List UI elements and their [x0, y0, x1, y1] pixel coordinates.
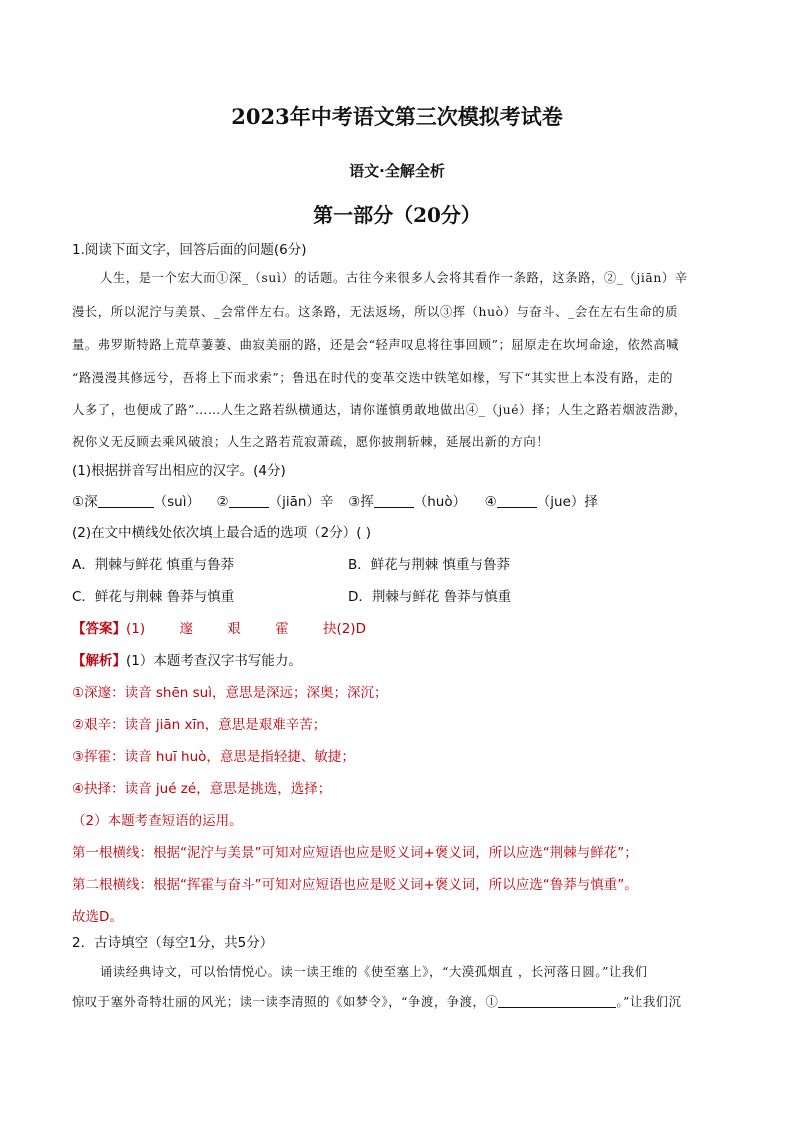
analysis-line-6: （2）本题考查短语的运用。	[72, 813, 243, 829]
option-b[interactable]: B．鲜花与荆棘 慎重与鲁莽	[348, 557, 511, 573]
answer-line	[72, 619, 732, 639]
fill-c-suffix: （huò）	[413, 494, 467, 510]
q1-sub1-prompt: (1)根据拼音写出相应的汉字。(4分)	[72, 463, 286, 479]
q1-fill-row	[72, 492, 732, 512]
analysis-line-2: ①深邃：读音 shēn suì，意思是深远；深奥；深沉；	[72, 685, 388, 701]
answer-label: 【答案】	[72, 621, 126, 637]
q2-line-2-prefix: 惊叹于塞外奇特壮丽的风光；读一读李清照的《如梦令》，“争渡，争渡，①	[72, 995, 499, 1009]
q2-line-2	[72, 992, 732, 1012]
fill-a-prefix: ①深	[72, 494, 98, 510]
analysis-line-8: 第二根横线：根据“挥霍与奋斗”可知对应短语也应是贬义词+褒义词，所以应选“鲁莽与慎重”。	[72, 877, 638, 893]
analysis-line-3: ②艰辛：读音 jiān xīn，意思是艰难辛苦；	[72, 717, 327, 733]
fill-blank-b[interactable]	[229, 493, 269, 508]
option-d[interactable]: D．荆棘与鲜花 鲁莽与慎重	[348, 589, 512, 605]
options-row-2	[72, 587, 732, 607]
q2-line-2-suffix: 。”让我们沉	[616, 995, 682, 1009]
q1-passage-line-2: 漫长，所以泥泞与美景、_会常伴左右。这条路，无法返场，所以③挥（huò）与奋斗、_会在左右生命的质	[72, 305, 679, 319]
fill-a-suffix: （suì）	[153, 494, 200, 510]
fill-blank-a[interactable]	[98, 493, 154, 508]
fill-b-prefix: ②	[216, 494, 229, 510]
option-c[interactable]: C．鲜花与荆棘 鲁莽与慎重	[72, 589, 235, 605]
fill-d-suffix: （jue）择	[536, 494, 598, 510]
q1-passage-line-4: “路漫漫其修远兮，吾将上下而求索”；鲁迅在时代的变革交迭中铁笔如椽，写下“其实世上本没有路，走的	[72, 371, 674, 385]
analysis-line-9: 故选D。	[72, 909, 123, 925]
q1-passage-line-5: 人多了，也便成了路”……人生之路若纵横通达，请你谨慎勇敢地做出④_（jué）择；人生之路若烟波浩渺，	[72, 403, 687, 417]
analysis-line-5: ④抉择：读音 jué zé，意思是挑选，选择；	[72, 781, 332, 797]
q1-passage-line-1: 人生，是一个宏大而①深_（suì）的话题。古往今来很多人会将其看作一条路，这条路，②_（jiān）辛	[100, 271, 688, 285]
q2-stem: 2．古诗填空（每空1分，共5分）	[72, 935, 274, 951]
fill-b-suffix: （jiān）辛	[268, 494, 334, 510]
answer-text: (1) 邃 艰 霍 抉(2)D	[126, 621, 366, 637]
q2-blank-1[interactable]	[498, 993, 616, 1008]
part-title: 第一部分（20分）	[313, 203, 481, 227]
fill-d-prefix: ④	[484, 494, 497, 510]
option-a[interactable]: A．荆棘与鲜花 慎重与鲁莽	[72, 557, 235, 573]
page-subtitle: 语文·全解全析	[349, 162, 445, 180]
page-title: 2023年中考语文第三次模拟考试卷	[231, 104, 563, 129]
analysis-line-4: ③挥霍：读音 huī huò，意思是指轻捷、敏捷；	[72, 749, 355, 765]
fill-blank-c[interactable]	[374, 493, 414, 508]
options-row-1	[72, 555, 732, 575]
q1-passage-line-6: 祝你义无反顾去乘风破浪；人生之路若荒寂萧疏，愿你披荆斩棘，延展出新的方向！	[72, 435, 550, 449]
q2-line-1: 诵读经典诗文，可以怡情悦心。读一读王维的《使至塞上》，“大漠孤烟直 ，长河落日圆。”让我们	[100, 965, 648, 979]
q1-passage-line-3: 量。弗罗斯特路上荒草萋萋、曲寂美丽的路，还是会“轻声叹息将往事回顾”；屈原走在坎坷命途，依然高喊	[72, 338, 680, 352]
analysis-label: 【解析】	[72, 653, 126, 669]
q1-stem: 1.阅读下面文字，回答后面的问题(6分)	[72, 242, 307, 258]
fill-blank-d[interactable]	[497, 493, 537, 508]
q1-sub2-prompt: (2)在文中横线处依次填上最合适的选项（2分）( )	[72, 525, 372, 541]
analysis-line-7: 第一根横线：根据“泥泞与美景”可知对应短语也应是贬义词+褒义词，所以应选“荆棘与鲜花”；	[72, 845, 638, 861]
analysis-text-1: (1）本题考查汉字书写能力。	[126, 653, 302, 669]
fill-c-prefix: ③挥	[348, 494, 374, 510]
analysis-line-1	[72, 651, 732, 671]
